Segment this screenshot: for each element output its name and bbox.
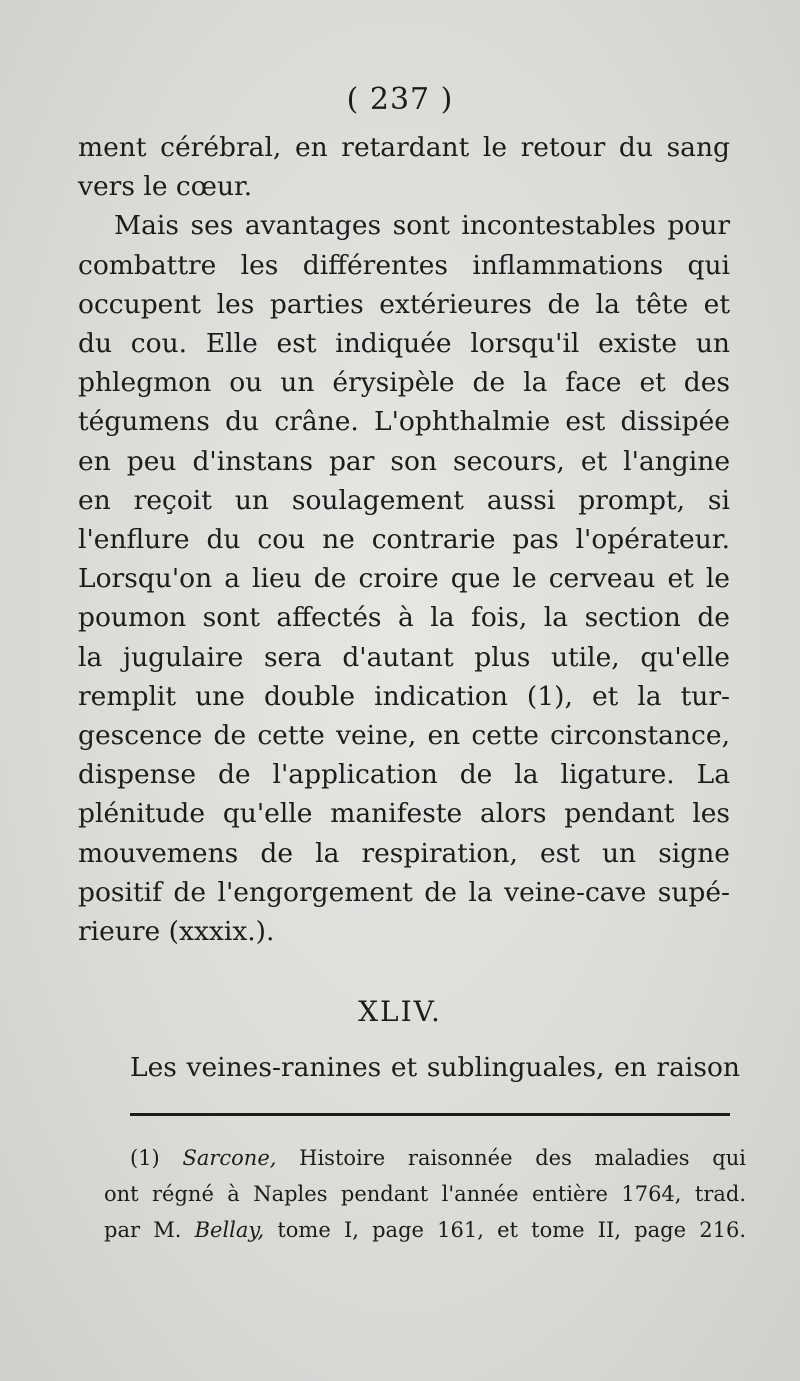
section-heading: XLIV. xyxy=(358,995,442,1028)
text-line: poumon sont affectés à la fois, la section de xyxy=(78,602,730,634)
text-line: positif de l'engorgement de la veine-cave supé- xyxy=(78,876,730,908)
text-line: combattre les différentes inflammations qui xyxy=(78,249,730,281)
text-line: Lorsqu'on a lieu de croire que le cerveau et le xyxy=(78,563,730,595)
footnote-line xyxy=(104,1212,746,1248)
footnote-author: Sarcone, xyxy=(182,1146,277,1170)
text-line: gescence de cette veine, en cette circonstance, xyxy=(78,720,730,752)
text-line: occupent les parties extérieures de la tête et xyxy=(78,288,730,320)
text-line: en peu d'instans par son secours, et l'angine xyxy=(78,445,730,477)
text-line: mouvemens de la respiration, est un signe xyxy=(78,837,730,869)
text-line: Mais ses avantages sont incontestables pour xyxy=(114,210,730,242)
page-number: ( 237 ) xyxy=(346,82,454,117)
text-line: remplit une double indication (1), et la tur- xyxy=(78,680,730,712)
text-line: rieure (xxxix.). xyxy=(78,916,275,948)
footnote-reference: tome I, page 161, et tome II, page 216. xyxy=(277,1218,746,1242)
main-text xyxy=(78,128,730,951)
text-line: plénitude qu'elle manifeste alors pendant les xyxy=(78,798,730,830)
footnote xyxy=(104,1140,746,1248)
text-line: la jugulaire sera d'autant plus utile, qu'elle xyxy=(78,641,730,673)
text-line: vers le cœur. xyxy=(78,171,253,203)
text-line: l'enflure du cou ne contrarie pas l'opérateur. xyxy=(78,524,730,556)
text-line: phlegmon ou un érysipèle de la face et des xyxy=(78,367,730,399)
footnote-title: Histoire raisonnée des maladies qui xyxy=(299,1146,746,1170)
text-line: ment cérébral, en retardant le retour du sang xyxy=(78,132,730,163)
footnote-marker: (1) xyxy=(130,1146,160,1170)
footnote-rule xyxy=(130,1113,730,1116)
footnote-line: ont régné à Naples pendant l'année entière 1764, trad. xyxy=(104,1182,746,1206)
text-line: en reçoit un soulagement aussi prompt, si xyxy=(78,484,730,516)
text-line: tégumens du crâne. L'ophthalmie est dissipée xyxy=(78,406,730,438)
footnote-line xyxy=(104,1140,746,1176)
footnote-translator: Bellay, xyxy=(194,1218,265,1242)
text-line: dispense de l'application de la ligature. La xyxy=(78,759,730,791)
section-first-line: Les veines-ranines et sublinguales, en raison xyxy=(130,1052,740,1083)
text-line: du cou. Elle est indiquée lorsqu'il existe un xyxy=(78,328,730,360)
footnote-by: par M. xyxy=(104,1218,182,1242)
